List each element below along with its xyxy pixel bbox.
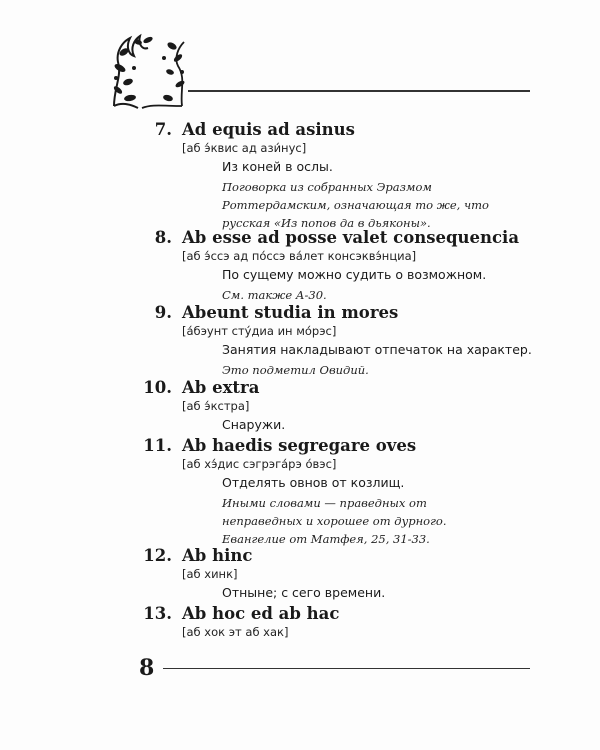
- pronunciation: [аб хинк]: [182, 567, 238, 581]
- entry-number: 9.: [154, 303, 172, 322]
- header-rule: [188, 90, 530, 92]
- note-line: Это подметил Овидий.: [222, 363, 369, 377]
- pronunciation: [аб э́ссэ ад по́ссэ ва́лет консэквэ́нциа]: [182, 249, 417, 263]
- entry-number: 7.: [154, 120, 172, 139]
- footer-rule: [163, 668, 530, 669]
- translation: Занятия накладывают отпечаток на характер.: [222, 342, 532, 357]
- pronunciation: [аб хэ́дис сэгрэга́рэ о́вэс]: [182, 457, 337, 471]
- pronunciation: [аб э́кстра]: [182, 399, 250, 413]
- entry-number: 12.: [143, 546, 172, 565]
- note-line: Роттердамским, означающая то же, что: [222, 198, 489, 212]
- pronunciation: [аб хок эт аб хак]: [182, 625, 289, 639]
- note-line: Поговорка из собранных Эразмом: [222, 180, 432, 194]
- latin-phrase: Ab esse ad posse valet consequencia: [182, 228, 520, 247]
- latin-phrase: Ab hoc ed ab hac: [182, 604, 340, 623]
- translation: Снаружи.: [222, 417, 286, 432]
- ornamental-initial: [108, 28, 188, 110]
- translation: Отделять овнов от козлищ.: [222, 475, 405, 490]
- note-line: См. также А-30.: [222, 288, 327, 302]
- entry-number: 8.: [154, 228, 172, 247]
- latin-phrase: Ab haedis segregare oves: [182, 436, 417, 455]
- translation: Отныне; с сего времени.: [222, 585, 386, 600]
- latin-phrase: Abeunt studia in mores: [182, 303, 399, 322]
- note-line: неправедных и хорошее от дурного.: [222, 514, 447, 528]
- floral-ornament-icon: [108, 28, 188, 110]
- translation: Из коней в ослы.: [222, 159, 333, 174]
- note-line: Иными словами — праведных от: [222, 496, 427, 510]
- note-line: Евангелие от Матфея, 25, 31-33.: [222, 532, 430, 546]
- entry-number: 10.: [143, 378, 172, 397]
- pronunciation: [аб э́квис ад ази́нус]: [182, 141, 307, 155]
- entry-number: 13.: [143, 604, 172, 623]
- note-line: русская «Из попов да в дьяконы».: [222, 216, 431, 230]
- entry-number: 11.: [143, 436, 172, 455]
- latin-phrase: Ab extra: [182, 378, 260, 397]
- translation: По сущему можно судить о возможном.: [222, 267, 487, 282]
- latin-phrase: Ab hinc: [182, 546, 253, 565]
- latin-phrase: Ad equis ad asinus: [182, 120, 355, 139]
- pronunciation: [а́бэунт сту́диа ин мо́рэс]: [182, 324, 337, 338]
- page-number: 8: [139, 655, 155, 681]
